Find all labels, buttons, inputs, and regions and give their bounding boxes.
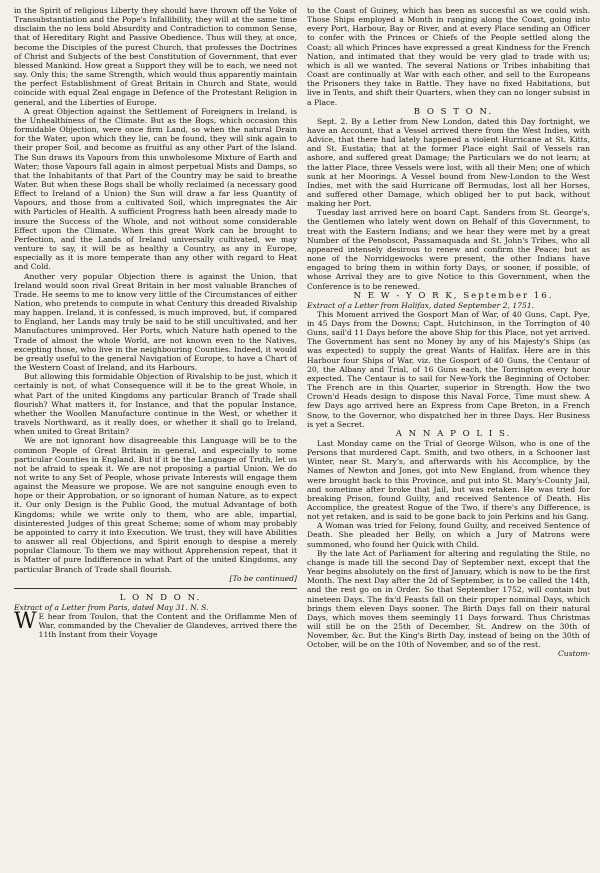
article-paragraph: By the late Act of Parliament for altering and regulating the Stile, no change is made till the second Day of September next, except that the Year begins absolutely on the first of January, which is now to be the first Month. The next Day after the 2d of September, is to be called the 14th, and the rest go on in Order. So that September 1752, will contain but nineteen Days. The fix'd Feasts fall on their proper nominal Days, which brings them eleven Days sooner. The Birth Days fall on their natural Days, which moves them seemingly 11 Days forward. Thus Christmas will still be on the 25th of December, St. Andrew on the 30th of November, &c. But the King's Birth Day, instead of being on the 30th of October, will be on the 10th of November, and so of the rest.: [307, 548, 590, 650]
continued-note: [To be continued]: [229, 573, 297, 583]
article-paragraph: to the Coast of Guiney, which has been as succesful as we could wish. Those Ships employed a Month in ranging along the Coast, going into every Port, Harbour, Bay or River, and at every Place sending an Officer to confer with the Princes or Chiefs of the People settled along the Coast; all which Princes have expressed a great Kindness for the French Nation, and intimated that they would be very glad to trade with us; which is all we wanted. The several Nations or Tribes inhabiting that Coast are continually at War with each other, and sell to the Europeans the Prisoners they take in Battle. They have no fixed Habitations, but live in Tents, and shift their Quarters, when they can no longer subsist in a Place.: [307, 6, 590, 107]
article-paragraph: in the Spirit of religious Liberty they should have thrown off the Yoke of Transubstantiation and the Pope's Infallibility, they will at the same time disclaim the no less bold Absurdity and Contradiction to common Sense, that of Hereditary Right and Passive Obedience. Thus will they, at once, become the Disciples of the purest Church, that professes the Doctrines of Christ and Subjects of the best Constitution of Government, that ever blessed Mankind. How great a Support they will be to each, we need not say. Only this; the same Strength, which would thus apparently maintain the perfect Establishment of Great Britain in Church and State, would coincide with equal Zeal engage in Defence of the Protestant Religion in general, and the Liberties of Europe.: [14, 6, 297, 107]
boston-heading: B O S T O N.: [413, 106, 494, 117]
london-heading: L O N D O N.: [119, 592, 202, 603]
article-paragraph: Last Monday came on the Trial of George Wilson, who is one of the Persons that murdered Capt. Smith, and two others, in a Schooner last Winter, near St. Mary's, and afterwards with his Accomplice, by the Names of Newton and Jones, got into New England, from whence they were brought back to this Province, and put into St. Mary's-County Jail, and sometime after broke that Jail, but was retaken. He was tried for breaking Prison, found Guilty, and received Sentence of Death. His Accomplice, the greatest Rogue of the Two, if there's any Difference, is not yet retaken, and is said to be gone back to join Perkins and his Gang.: [307, 438, 590, 522]
article-paragraph: Another very popular Objection there is against the Union, that Ireland would soon rival Great Britain in her most valuable Branches of Trade. He seems to me to know very little of the Circumstances of either Nation, who pretends to compute in what Century this dreaded Rivalship may happen. Ireland, it is confessed, is much improved, but, if compared to England, her Lands may truly be said to be still uncultivated, and her Manufactures unimproved. Her Ports, which Nature hath opened to the Trade of almost the whole World, are not known even to the Natives, excepting those, who live in the neighbouring Counties. Indeed, it would be greatly useful to the general Navigation of Europe, to have a Chart of the Western Coast of Ireland, and its Harbours.: [14, 271, 297, 373]
drop-cap: W: [14, 609, 37, 634]
article-paragraph: A great Objection against the Settlement of Foreigners in Ireland, is the Unhealthiness of the Climate. But as the Bogs, which occasion this formidable Objection, were once firm Land, so when the natural Drain for the Water, upon which they lie, can be found, they will sink again to their proper Soil, and become as fruitful as any other Part of the Island. The Sun draws its Vapours from this unwholesome Mixture of Earth and Water; those Vapours fall again in almost perpetual Mists and Damps, so that the Inhabitants of that Part of the Country may be said to breathe Water. But when these Bogs shall be wholly reclaimed (a necessary good Effect to Ireland of a Union) the Sun will draw a far less Quantity of Vapours, and those from a cultivated Soil, which impregnates the Air with Particles of Health. A sufficient Progress hath been already made to insure the Success of the Whole, and not without some considerable Effect upon the Climate. When this great Work can be brought to Perfection, and the Lands of Ireland universally cultivated, we may venture to say, it will be as healthy a Country, as any in Europe, especially as it is more temperate than any other with regard to Heat and Cold.: [14, 106, 297, 272]
newyork-heading: N E W - Y O R K, September 16.: [353, 290, 554, 301]
london-text: E hear from Toulon, that the Content and the Oriflamme Men of War, commanded by the Chevalier de Glandeves, arrived there the 11th Instant from their Voyage: [38, 612, 297, 640]
article-paragraph: Tuesday last arrived here on board Capt. Sanders from St. George's, the Gentlemen who lately went down on Behalf of this Government, to treat with the Eastern Indians; and we hear they were met by a great Number of the Penobscot, Passamaquada and St. John's Tribes, who all appeared intensely desirous to renew and confirm the Peace; but as none of the Norridgewocks were present, the other Indians have engaged to bring them in within forty Days, or sooner, if possible, of whose Arrival they are to give Notice to this Government, when the Conference is to be renewed.: [307, 208, 590, 291]
annapolis-heading: A N N A P O L I S.: [395, 428, 512, 439]
article-paragraph: This Moment arrived the Gosport Man of War, of 40 Guns, Capt. Pye, in 45 Days from the Downs; Capt. Hutchinson, in the Torrington of 40 Guns, sail'd 11 Days before the above Ship for this Place, not yet arrived. The Government has sent no Money by any of his Majesty's Ships (as was expected) to supply the great Wants of Halifax. Here are in this Harbour four Ships of War, viz. the Gosport of 40 Guns, the Centaur of 20, the Albany and Trial, of 16 Guns each, the Torrington every hour expected. The Centaur is to sail for New-York the Beginning of October. The French are in this Quarter, superior in Strength. How the two Crown'd Heads design to dispose this Naval Force, Time must shew. A few Days ago arrived here an Express from Cape Breton, in a French Snow, to the Governor, who dispatched her in three Days. Her Business is yet a Secret.: [307, 309, 590, 429]
left-column: [14, 6, 297, 869]
london-paragraph: [14, 609, 297, 640]
newyork-dateline: Extract of a Letter from Halifax, dated September 2, 1751.: [307, 300, 535, 310]
article-paragraph: A Woman was tried for Felony, found Guilty, and received Sentence of Death. She pleaded her Belly, on which a Jury of Matrons were summoned, who found her Quick with Child.: [307, 521, 590, 549]
section-divider: [14, 588, 297, 589]
london-dateline: Extract of a Letter from Paris, dated May 31. N. S.: [14, 602, 209, 612]
right-column: [307, 6, 590, 869]
article-paragraph: But allowing this formidable Objection of Rivalship to be just, which it certainly is not, of what Consequence will it be to the great Whole, in what Part of the united Kingdoms any particular Branch of Trade shall flourish? What matters it, for Instance, and that the popular Instance, whether the Woollen Manufacture continue in the West, or whether it travels Northward, as it really does, or whether it shall go to Ireland, when united to Great Britain?: [14, 372, 297, 437]
catchword: Custom-: [558, 649, 590, 659]
article-paragraph: We are not ignorant how disagreeable this Language will be to the common People of Great Britain in general, and especially to some particular Counties in England. But if it be the Language of Truth, let us not be afraid to speak it. We are not proposing a partial Union. We do not write to any Set of People, whose private Interests will engage them against the Measure we propose. We are not sanguine enough even to hope or their Approbation, or so ignorant of human Nature, as to expect it. Our only Design is the Public Good, the mutual Advantage of both Kingdoms; while we write only to them, who are able, impartial, disinterested Judges of this great Scheme; some of whom may probably be appointed to carry it into Execution. We trust, they will have Abilities to answer all real Objections, and Spirit enough to despise a merely popular Clamour. To them we may without Apprehension repeat, that it is Matter of pure Indifference in what Part of the united Kingdoms, any particular Branch of Trade shall flourish.: [14, 436, 297, 574]
article-paragraph: Sept. 2. By a Letter from New London, dated this Day fortnight, we have an Account, that a Vessel arrived there from the West Indies, with Advice, that there had lately happened a violent Hurricane at St. Kitts, and St. Eustatia; that at the former Place eight Sail of Vessels ran ashore, and suffered great Damage; the Particulars we do not learn; at the latter Place, three Vessels were lost, with all their Men; one of which sunk at her Moorings. A Vessel bound from New-London to the West Indies, met with the said Hurricane off Bermudas, lost all her Horses, and suffered other Damage, which obliged her to put back, without making her Port.: [307, 116, 590, 209]
